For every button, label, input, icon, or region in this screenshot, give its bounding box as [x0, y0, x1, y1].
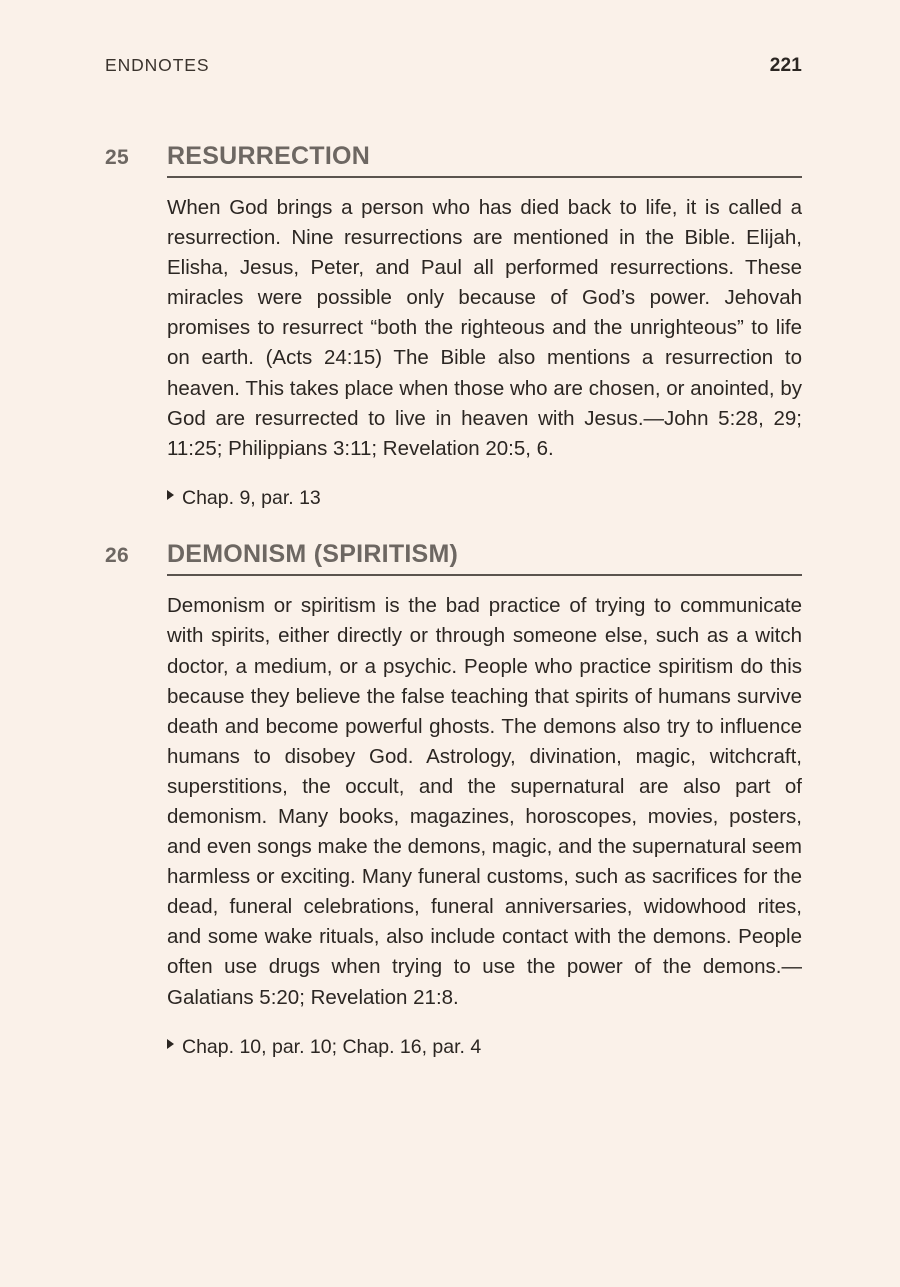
endnote-entry: [105, 538, 802, 1061]
endnote-body-text: When God brings a person who has died back to life, it is called a resurrection. Nine resurrections are mentioned in the Bible. Elijah, Elisha, Jesus, Peter, and Paul all performed resurrections. These miracles were possible only because of God’s power. Jehovah promises to resurrect “both the righteous and the unrighteous” to life on earth. (Acts 24:15) The Bible also mentions a resurrection to heaven. This takes place when those who are chosen, or anointed, by God are resurrected to live in heaven with Jesus.—John 5:28, 29; 11:25; Philippians 3:11; Revelation 20:5, 6.: [167, 196, 802, 460]
endnote-heading: [105, 538, 802, 582]
triangle-right-icon: [167, 1039, 174, 1049]
endnote-number: 25: [105, 146, 129, 169]
endnote-reference-text: Chap. 9, par. 13: [182, 487, 321, 510]
endnote-title: RESURRECTION: [167, 142, 371, 170]
endnote-reference-text: Chap. 10, par. 10; Chap. 16, par. 4: [182, 1036, 482, 1059]
endnote-reference: [167, 484, 802, 512]
endnote-body-text: Demonism or spiritism is the bad practice of trying to communicate with spirits, either directly or through someone else, such as a witch doctor, a medium, or a psychic. People who practice spiritism do this because they believe the false teaching that spirits of humans survive death and become powerful ghosts. The demons also try to influence humans to disobey God. Astrology, divination, magic, witchcraft, superstitions, the occult, and the supernatural are also part of demonism. Many books, magazines, horoscopes, movies, posters, and even songs make the demons, magic, and the supernatural seem harmless or exciting. Many funeral customs, such as sacrifices for the dead, funeral celebrations, funeral anniversaries, widowhood rites, and some wake rituals, also include contact with the demons. People often use drugs when trying to use the power of the demons.—Galatians 5:20; Revelation 21:8.: [167, 594, 802, 1009]
running-head-label: ENDNOTES: [105, 55, 210, 75]
endnote-number: 26: [105, 544, 129, 568]
heading-rule: [167, 574, 802, 576]
page-number: 221: [769, 55, 802, 76]
triangle-right-icon: [167, 490, 174, 500]
endnote-heading: [105, 140, 802, 184]
endnote-entry: [105, 140, 802, 512]
endnotes-content: [105, 140, 802, 1061]
endnote-reference: [167, 1033, 802, 1061]
running-head: [105, 55, 802, 77]
endnote-title: DEMONISM (SPIRITISM): [167, 540, 459, 569]
heading-rule: [167, 176, 802, 178]
endnote-title-block: [167, 538, 802, 576]
endnote-title-block: [167, 140, 802, 178]
